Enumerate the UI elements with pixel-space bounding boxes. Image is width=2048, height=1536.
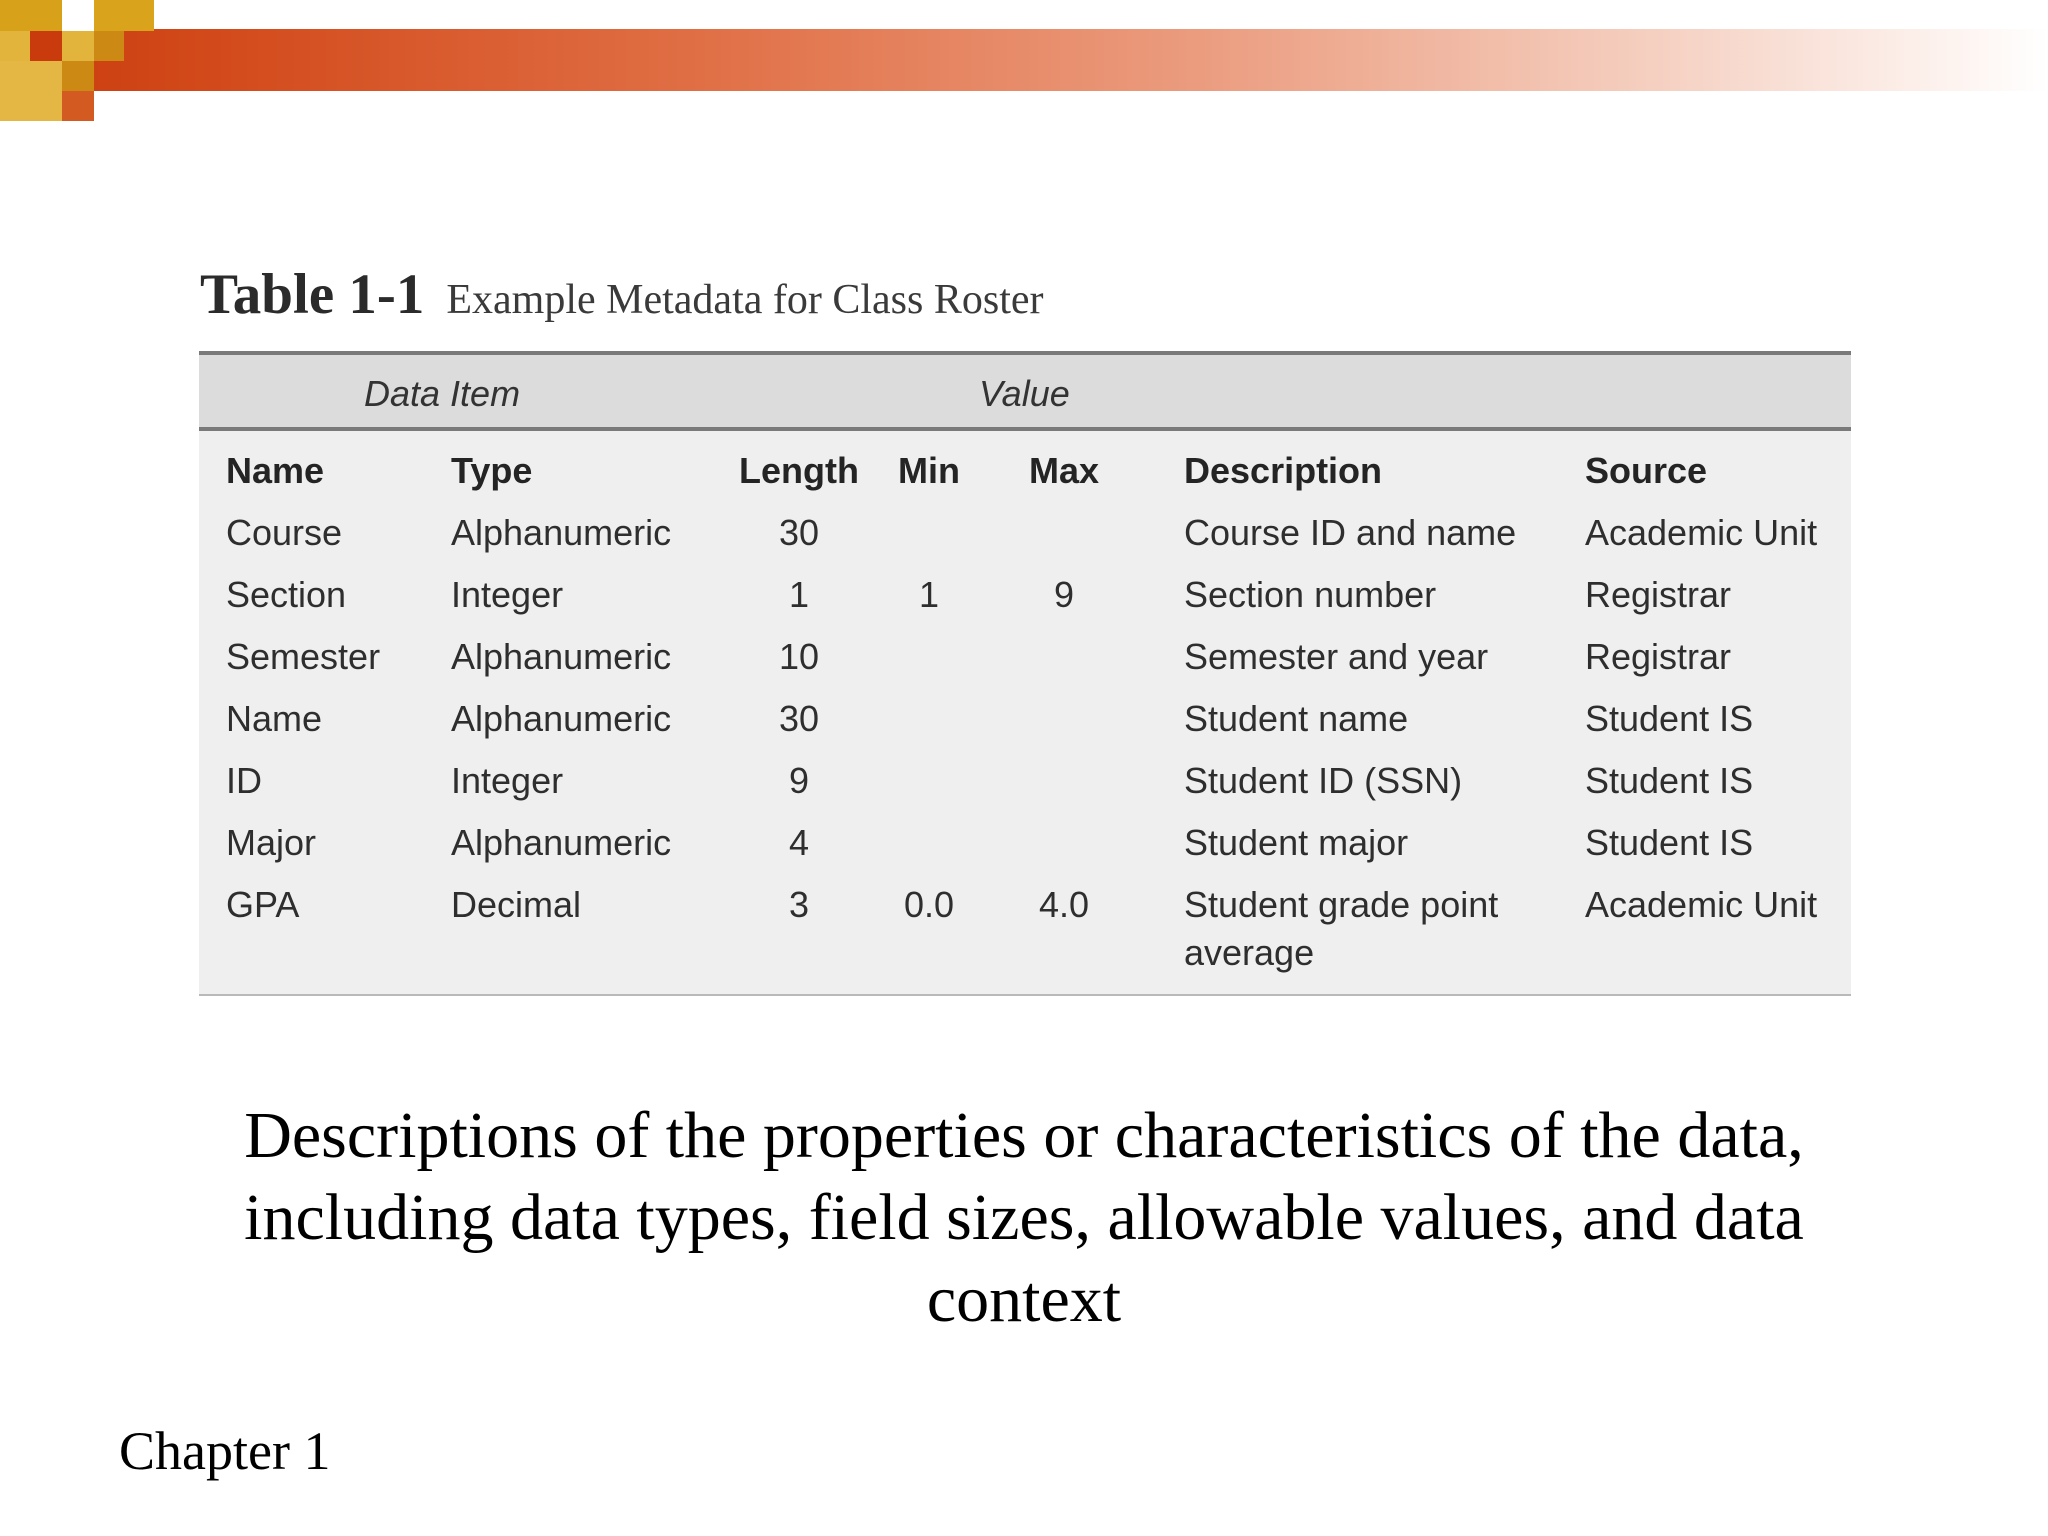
table-cell-length: 30 [778, 512, 820, 553]
decorative-square [94, 0, 154, 31]
table-cell-description: Student major [1184, 822, 1409, 863]
table-cell-type: Alphanumeric [451, 698, 672, 739]
table-cell-length: 4 [788, 822, 810, 863]
decorative-square [62, 61, 94, 91]
table-cell-source: Student IS [1585, 760, 1754, 801]
decorative-square [0, 31, 30, 61]
table-cell-min: 1 [918, 574, 940, 615]
table-cell-type: Decimal [451, 884, 582, 925]
table-cell-type: Integer [451, 760, 564, 801]
table-cell-type: Alphanumeric [451, 636, 672, 677]
table-cell-max: 4.0 [1038, 884, 1090, 925]
decorative-square [0, 61, 62, 121]
table-cell-source: Registrar [1585, 574, 1732, 615]
table-cell-source: Registrar [1585, 636, 1732, 677]
slide-body-text: Descriptions of the properties or characteristics of the data, including data types, field sizes, allowable values, and data context [244, 1099, 1804, 1336]
decorative-square [0, 0, 62, 31]
table-cell-description: Student ID (SSN) [1184, 760, 1463, 801]
table-cell-length: 1 [788, 574, 810, 615]
table-cell-description: Student name [1184, 698, 1409, 739]
table-cell-type: Alphanumeric [451, 822, 672, 863]
header-banner [0, 29, 2048, 91]
table-cell-name: Major [226, 822, 317, 863]
column-header-max: Max [1028, 450, 1100, 491]
table-cell-description: Student grade point average [1184, 884, 1499, 973]
table-cell-name: Semester [226, 636, 381, 677]
table-cell-source: Student IS [1585, 822, 1754, 863]
table-cell-length: 30 [778, 698, 820, 739]
table-cell-description: Semester and year [1184, 636, 1489, 677]
table-cell-type: Alphanumeric [451, 512, 672, 553]
decorative-square [94, 31, 124, 61]
table-cell-max: 9 [1053, 574, 1075, 615]
table-cell-source: Academic Unit [1585, 884, 1818, 925]
decorative-square [30, 31, 62, 61]
column-header-type: Type [451, 450, 533, 491]
column-header-name: Name [226, 450, 325, 491]
decorative-square [62, 0, 94, 31]
table-cell-description: Course ID and name [1184, 512, 1517, 553]
table-cell-description: Section number [1184, 574, 1437, 615]
column-header-description: Description [1184, 450, 1383, 491]
column-header-length: Length [739, 450, 859, 491]
column-header-min: Min [898, 450, 960, 491]
metadata-table [199, 351, 1851, 996]
table-cell-min: 0.0 [903, 884, 955, 925]
slide-footer: Chapter 1 [119, 1421, 331, 1481]
table-caption [200, 262, 1044, 327]
table-cell-name: Course [226, 512, 343, 553]
decorative-square [62, 31, 94, 61]
table-cell-name: GPA [226, 884, 300, 925]
group-header-value: Value [979, 373, 1070, 414]
decorative-square [62, 91, 94, 121]
table-cell-type: Integer [451, 574, 564, 615]
table-cell-name: Section [226, 574, 347, 615]
table-cell-source: Academic Unit [1585, 512, 1818, 553]
table-cell-name: ID [226, 760, 262, 801]
table-caption-title: Example Metadata for Class Roster [446, 277, 1044, 323]
table-cell-length: 9 [788, 760, 810, 801]
table-group-header [199, 355, 1851, 431]
column-header-source: Source [1585, 450, 1708, 491]
table-cell-length: 3 [788, 884, 810, 925]
table-caption-label: Table 1-1 [200, 263, 425, 326]
table-cell-name: Name [226, 698, 323, 739]
table-cell-source: Student IS [1585, 698, 1754, 739]
group-header-data-item: Data Item [364, 373, 521, 414]
table-cell-length: 10 [778, 636, 820, 677]
